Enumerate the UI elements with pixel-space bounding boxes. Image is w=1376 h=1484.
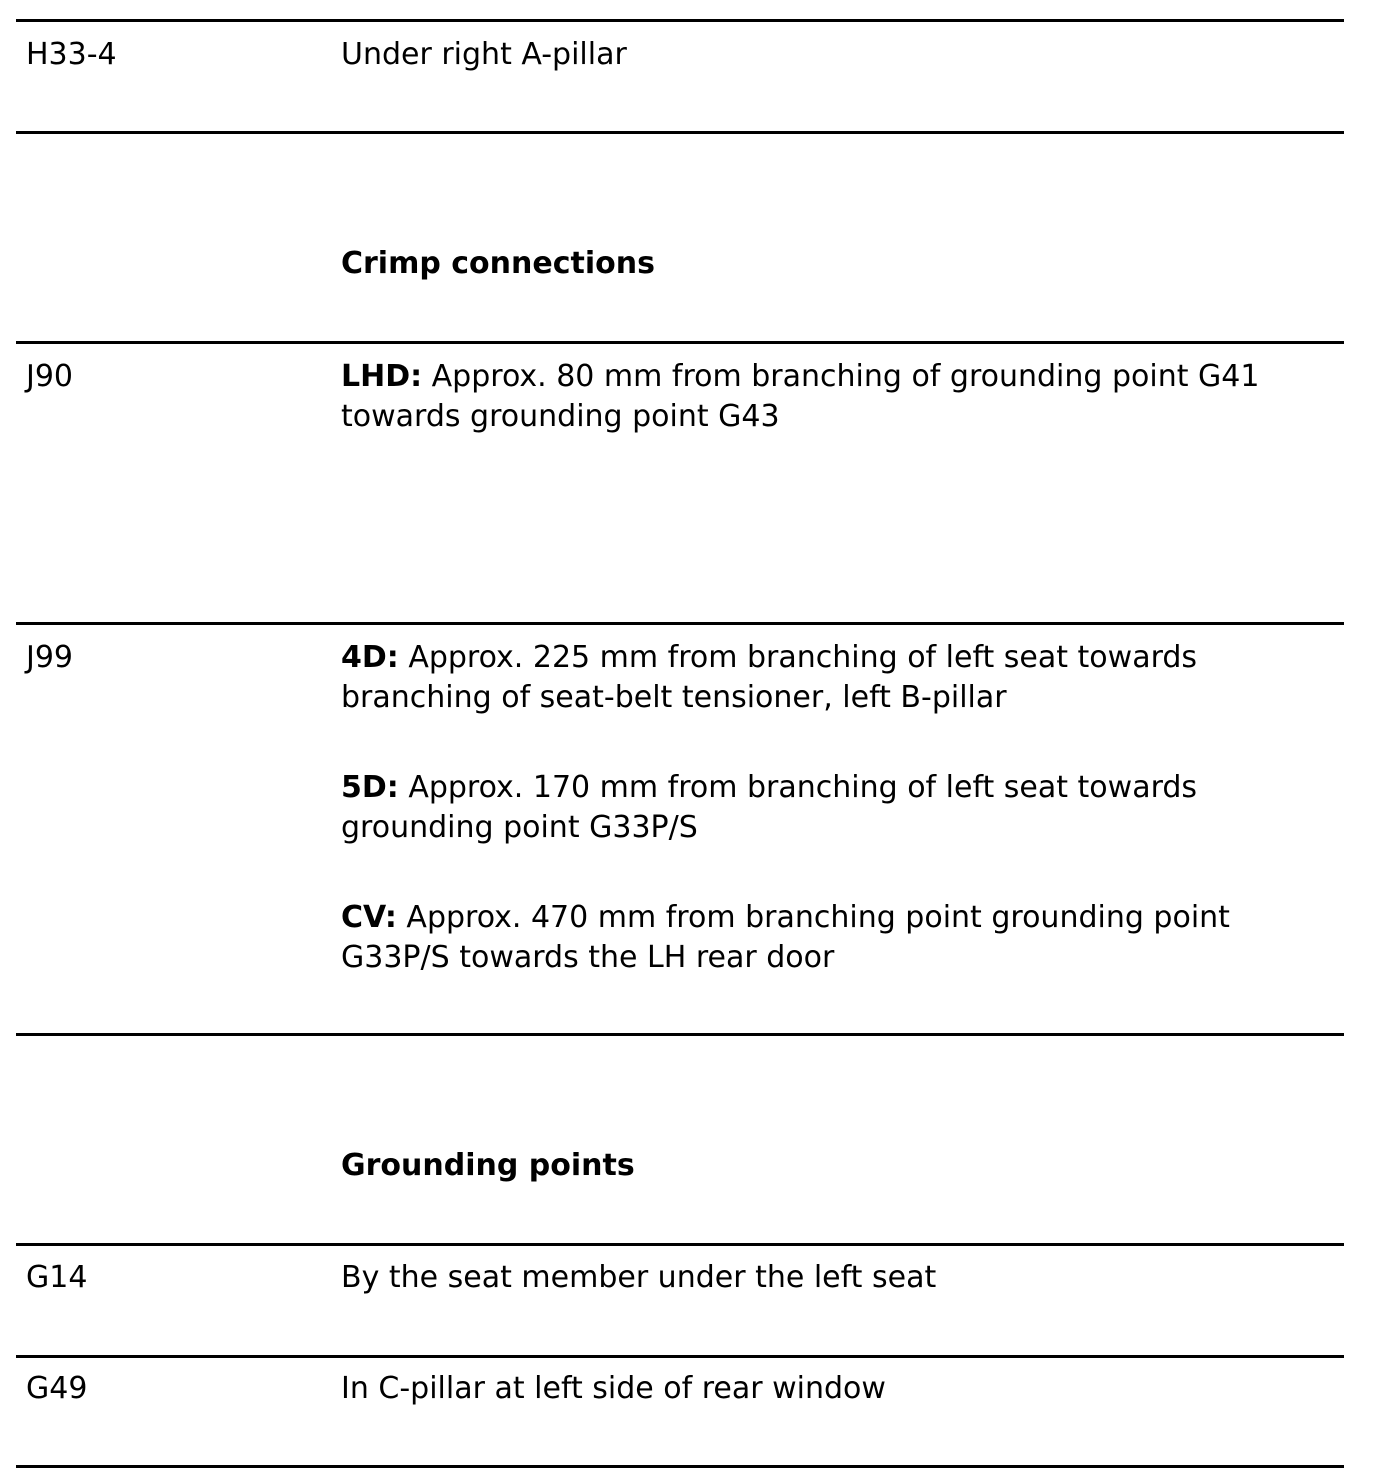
- table-rule-bottom: [16, 1465, 1344, 1468]
- table-rule: [16, 131, 1344, 134]
- location-description: In C-pillar at left side of rear window: [341, 1371, 886, 1406]
- component-code: G49: [26, 1371, 88, 1406]
- component-code: G14: [26, 1260, 88, 1295]
- variant-paragraph: [341, 768, 1331, 848]
- variant-prefix: LHD:: [341, 359, 423, 394]
- table-rule: [16, 622, 1344, 625]
- variant-text: Approx. 80 mm from branching of grounding point G41 towards grounding point G43: [341, 359, 1260, 434]
- table-rule: [16, 1033, 1344, 1036]
- variant-paragraph: [341, 638, 1331, 718]
- section-heading-crimp-connections: Crimp connections: [341, 246, 655, 281]
- component-code: H33-4: [26, 37, 117, 72]
- variant-text: Approx. 470 mm from branching point grounding point G33P/S towards the LH rear door: [341, 900, 1230, 975]
- component-code: J99: [26, 640, 74, 675]
- variant-paragraph: [341, 898, 1331, 978]
- section-heading-grounding-points: Grounding points: [341, 1148, 635, 1183]
- table-rule-top: [16, 19, 1344, 22]
- location-description: By the seat member under the left seat: [341, 1260, 937, 1295]
- location-description: [341, 357, 1331, 437]
- component-code: J90: [26, 359, 74, 394]
- variant-prefix: 4D:: [341, 640, 399, 675]
- variant-text: Approx. 170 mm from branching of left seat towards grounding point G33P/S: [341, 770, 1198, 845]
- table-rule: [16, 1355, 1344, 1358]
- table-rule: [16, 1243, 1344, 1246]
- location-description: [341, 638, 1331, 978]
- table-rule: [16, 341, 1344, 344]
- variant-text: Approx. 225 mm from branching of left seat towards branching of seat-belt tensioner, left B-pillar: [341, 640, 1198, 715]
- variant-prefix: 5D:: [341, 770, 399, 805]
- variant-prefix: CV:: [341, 900, 397, 935]
- location-description: Under right A-pillar: [341, 37, 627, 72]
- variant-paragraph: [341, 357, 1331, 437]
